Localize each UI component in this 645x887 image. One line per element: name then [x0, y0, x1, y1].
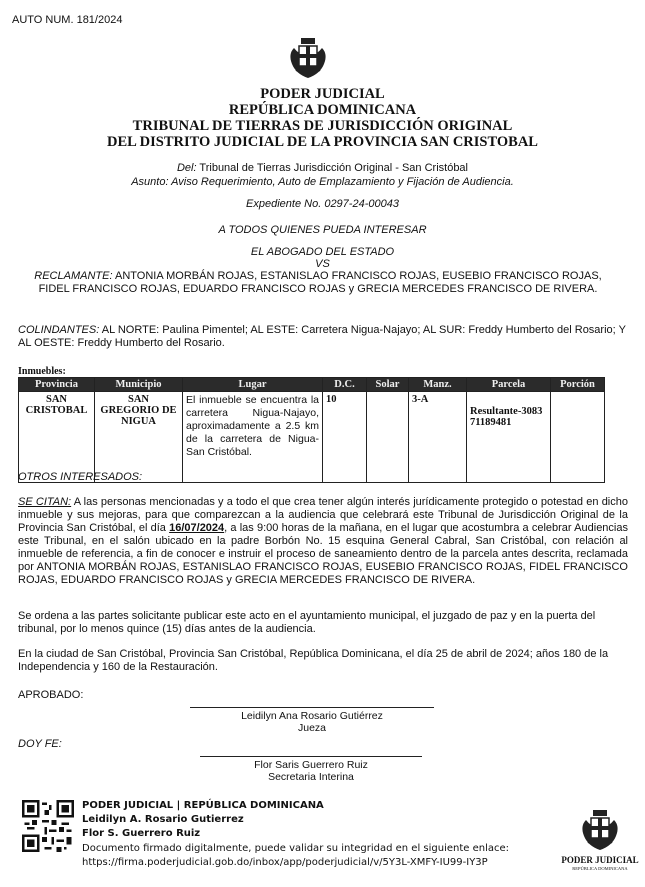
secretaria-name: Flor Saris Guerrero Ruiz [254, 759, 368, 771]
col-porcion: Porción [551, 378, 605, 392]
header-poder-judicial: PODER JUDICIAL [260, 86, 385, 102]
abogado-line: EL ABOGADO DEL ESTADO [250, 246, 395, 258]
header-republica: REPÚBLICA DOMINICANA [228, 102, 417, 118]
ciudad-paragraph: En la ciudad de San Cristóbal, Provincia San Cristóbal, República Dominicana, el día 25 de abril de 2024; años 180 de la Independencia y 160 de la Restauración. [18, 648, 609, 673]
table-row [19, 392, 605, 483]
citan-label: SE CITAN: [18, 496, 72, 508]
footer-institution: PODER JUDICIAL | REPÚBLICA DOMINICANA [82, 800, 324, 811]
qr-code-icon[interactable] [22, 800, 74, 852]
signature-line-juez [190, 707, 434, 708]
otros-interesados: OTROS INTERESADOS: [18, 471, 143, 483]
cell-lugar: El inmueble se encuentra la carretera Nigua-Najayo, aproximadamente a 2.5 km de la carretera de Nigua-San Cristóbal. [183, 392, 323, 483]
expediente-number: Expediente No. 0297-24-00043 [246, 198, 399, 210]
del-line [0, 162, 645, 174]
del-value: Tribunal de Tierras Jurisdicción Original - San Cristóbal [199, 162, 468, 174]
footer-signer-2: Flor S. Guerrero Ruiz [82, 828, 201, 839]
col-municipio: Municipio [95, 378, 183, 392]
cell-provincia: SAN CRISTOBAL [19, 392, 95, 483]
poder-judicial-logo-subtext: REPÚBLICA DOMINICANA [572, 866, 628, 871]
col-dc: D.C. [323, 378, 367, 392]
colindantes-value: AL NORTE: Paulina Pimentel; AL ESTE: Carretera Nigua-Najayo; AL SUR: Freddy Humberto del Rosario; Y AL OESTE: Freddy Humberto del Rosario. [18, 324, 626, 349]
ordena-paragraph: Se ordena a las partes solicitante publicar este acto en el ayuntamiento municipal, el juzgado de paz y en la puerta del tribunal, por lo menos quince (15) días antes de la audiencia. [18, 610, 596, 635]
cell-porcion [551, 392, 605, 483]
header-distrito: DEL DISTRITO JUDICIAL DE LA PROVINCIA SAN CRISTOBAL [107, 134, 538, 150]
coat-of-arms-icon [578, 806, 622, 852]
footer-validation-note: Documento firmado digitalmente, puede validar su integridad en el siguiente enlace: [82, 843, 510, 854]
doyfe-label: DOY FE: [18, 738, 62, 750]
asunto-label: Asunto: [131, 176, 169, 188]
cell-parcela: Resultante-308371189481 [467, 392, 551, 483]
inmuebles-label: Inmuebles: [18, 366, 66, 377]
juez-title: Jueza [297, 722, 327, 734]
cell-solar [367, 392, 409, 483]
table-header-row [19, 378, 605, 392]
col-solar: Solar [367, 378, 409, 392]
aprobado-label: APROBADO: [18, 689, 84, 701]
col-parcela: Parcela [467, 378, 551, 392]
del-label: Del: [176, 162, 197, 174]
reclamante-value: ANTONIA MORBÁN ROJAS, ESTANISLAO FRANCISCO ROJAS, EUSEBIO FRANCISCO ROJAS, FIDEL FRANCISCO ROJAS, EDUARDO FRANCISCO ROJAS y GRECIA MERCEDES FRANCISCO DE RIVERA. [38, 270, 602, 295]
secretaria-title: Secretaria Interina [268, 771, 354, 783]
citan-date: 16/07/2024 [169, 522, 225, 534]
reclamante-label: RECLAMANTE: [34, 270, 113, 282]
citan-paragraph [18, 496, 628, 587]
col-lugar: Lugar [183, 378, 323, 392]
colindantes-block [18, 324, 630, 350]
colindantes-label: COLINDANTES: [18, 324, 100, 336]
asunto-value: Aviso Requerimiento, Auto de Emplazamiento y Fijación de Audiencia. [171, 176, 514, 188]
footer-signer-1: Leidilyn A. Rosario Gutierrez [82, 814, 244, 825]
poder-judicial-logo-text: PODER JUDICIAL [561, 855, 639, 865]
property-table [18, 377, 605, 483]
cell-municipio: SAN GREGORIO DE NIGUA [95, 392, 183, 483]
asunto-line [0, 176, 645, 188]
juez-name: Leidilyn Ana Rosario Gutiérrez [241, 710, 383, 722]
auto-number: AUTO NUM. 181/2024 [12, 14, 123, 26]
cell-dc: 10 [323, 392, 367, 483]
citan-text-1: A las personas mencionadas y a todo el que crea tener algún interés jurídicamente protegido o potestad en dicho inmueble y sus mejoras, para que comparezcan a la audiencia que celebrará este Tribunal de Jurisdicción Original de la Provincia San Cristóbal, el día [18, 496, 628, 534]
header-tribunal: TRIBUNAL DE TIERRAS DE JURISDICCIÓN ORIGINAL [132, 118, 513, 134]
cell-manz: 3-A [409, 392, 467, 483]
todos-heading: A TODOS QUIENES PUEDA INTERESAR [218, 224, 427, 236]
vs-line: VS [315, 258, 330, 270]
signature-line-secretaria [200, 756, 422, 757]
citan-text-2: , a las 9:00 horas de la mañana, en el lugar que acostumbra a celebrar Audiencias este Tribunal, en el salón ubicado en la padre Borbón No. 15 esquina General Cabral, San Cristóbal, con relación al inmueble de referencia, a fin de conocer e instruir el proceso de saneamiento dentro de la parcela antes descrita, reclamada por ANTONIA MORBÁN ROJAS, ESTANISLAO FRANCISCO ROJAS, EUSEBIO FRANCISCO ROJAS, FIDEL FRANCISCO ROJAS, EDUARDO FRANCISCO ROJAS y GRECIA MERCEDES FRANCISCO DE RIVERA. [18, 522, 628, 586]
footer-validation-link[interactable]: https://firma.poderjudicial.gob.do/inbox/app/poderjudicial/v/5Y3L-XMFY-IU99-IY3P [82, 857, 488, 868]
col-manz: Manz. [409, 378, 467, 392]
col-provincia: Provincia [19, 378, 95, 392]
reclamante-block [18, 270, 618, 296]
coat-of-arms-icon [286, 34, 330, 80]
